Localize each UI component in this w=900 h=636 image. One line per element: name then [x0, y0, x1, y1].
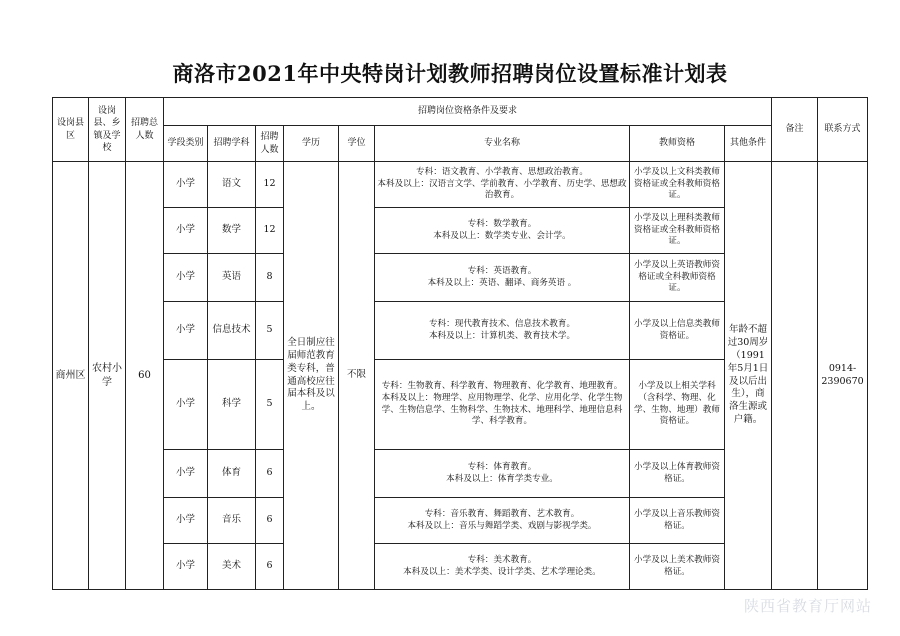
stage-cell: 小学 — [164, 162, 208, 208]
major-cell: 专科：体育教育。 本科及以上：体育学类专业。 — [375, 450, 630, 498]
education-cell: 全日制应往届师范教育类专科，普通高校应往届本科及以上。 — [284, 162, 339, 590]
site-watermark: 陕西省教育厅网站 — [743, 597, 872, 615]
stage-cell: 小学 — [164, 498, 208, 544]
header-education: 学历 — [284, 126, 339, 162]
total-cell: 60 — [126, 162, 164, 590]
subject-cell: 语文 — [208, 162, 256, 208]
stage-cell: 小学 — [164, 360, 208, 450]
stage-cell: 小学 — [164, 450, 208, 498]
subject-cell: 美术 — [208, 544, 256, 590]
subject-cell: 体育 — [208, 450, 256, 498]
major-cell: 专科：现代教育技术、信息技术教育。 本科及以上：计算机类、教育技术学。 — [375, 302, 630, 360]
page-title: 商洛市2021年中央特岗计划教师招聘岗位设置标准计划表 — [172, 61, 728, 86]
count-cell: 5 — [256, 360, 284, 450]
recruitment-plan-table — [52, 97, 868, 590]
header-total: 招聘总人数 — [126, 98, 164, 162]
header-contact: 联系方式 — [818, 98, 868, 162]
count-cell: 6 — [256, 498, 284, 544]
major-cell: 专科：数学教育。 本科及以上：数学类专业、会计学。 — [375, 208, 630, 254]
major-cell: 专科：语文教育、小学教育、思想政治教育。 本科及以上：汉语言文学、学前教育、小学教育、历史学、思想政治教育。 — [375, 162, 630, 208]
header-county: 设岗县区 — [53, 98, 89, 162]
header-stage: 学段类别 — [164, 126, 208, 162]
degree-cell: 不限 — [339, 162, 375, 590]
county-cell: 商州区 — [53, 162, 89, 590]
header-major: 专业名称 — [375, 126, 630, 162]
count-cell: 5 — [256, 302, 284, 360]
stage-cell: 小学 — [164, 254, 208, 302]
header-subject: 招聘学科 — [208, 126, 256, 162]
contact-cell: 0914-2390670 — [818, 162, 868, 590]
cert-cell: 小学及以上英语教师资格证或全科教师资格证。 — [630, 254, 725, 302]
count-cell: 6 — [256, 450, 284, 498]
cert-cell: 小学及以上体育教师资格证。 — [630, 450, 725, 498]
subject-cell: 信息技术 — [208, 302, 256, 360]
subject-cell: 英语 — [208, 254, 256, 302]
count-cell: 8 — [256, 254, 284, 302]
cert-cell: 小学及以上美术教师资格证。 — [630, 544, 725, 590]
header-remark: 备注 — [772, 98, 818, 162]
stage-cell: 小学 — [164, 302, 208, 360]
subject-cell: 科学 — [208, 360, 256, 450]
cert-cell: 小学及以上文科类教师资格证或全科教师资格证。 — [630, 162, 725, 208]
header-degree: 学位 — [339, 126, 375, 162]
cert-cell: 小学及以上相关学科（含科学、物理、化学、生物、地理）教师资格证。 — [630, 360, 725, 450]
cert-cell: 小学及以上音乐教师资格证。 — [630, 498, 725, 544]
count-cell: 12 — [256, 208, 284, 254]
stage-cell: 小学 — [164, 544, 208, 590]
remark-cell — [772, 162, 818, 590]
other-conditions-cell: 年龄不超过30周岁（1991年5月1日及以后出生），商洛生源或户籍。 — [725, 162, 772, 590]
cert-cell: 小学及以上信息类教师资格证。 — [630, 302, 725, 360]
stage-cell: 小学 — [164, 208, 208, 254]
school-cell: 农村小学 — [89, 162, 126, 590]
table-row — [53, 162, 868, 208]
count-cell: 12 — [256, 162, 284, 208]
cert-cell: 小学及以上理科类教师资格证或全科教师资格证。 — [630, 208, 725, 254]
header-count: 招聘人数 — [256, 126, 284, 162]
major-cell: 专科：美术教育。 本科及以上：美术学类、设计学类、艺术学理论类。 — [375, 544, 630, 590]
subject-cell: 数学 — [208, 208, 256, 254]
subject-cell: 音乐 — [208, 498, 256, 544]
header-conditions-group: 招聘岗位资格条件及要求 — [164, 98, 772, 126]
header-other: 其他条件 — [725, 126, 772, 162]
major-cell: 专科：英语教育。 本科及以上：英语、翻译、商务英语 。 — [375, 254, 630, 302]
count-cell: 6 — [256, 544, 284, 590]
header-cert: 教师资格 — [630, 126, 725, 162]
major-cell: 专科：生物教育、科学教育、物理教育、化学教育、地理教育。 本科及以上：物理学、应用物理学、化学、应用化学、化学生物学、生物信息学、生物科学、生物技术、地理科学、地理信息科学、科学教育。 — [375, 360, 630, 450]
major-cell: 专科：音乐教育、舞蹈教育、艺术教育。 本科及以上：音乐与舞蹈学类、戏剧与影视学类。 — [375, 498, 630, 544]
header-school: 设岗县、乡镇及学校 — [89, 98, 126, 162]
